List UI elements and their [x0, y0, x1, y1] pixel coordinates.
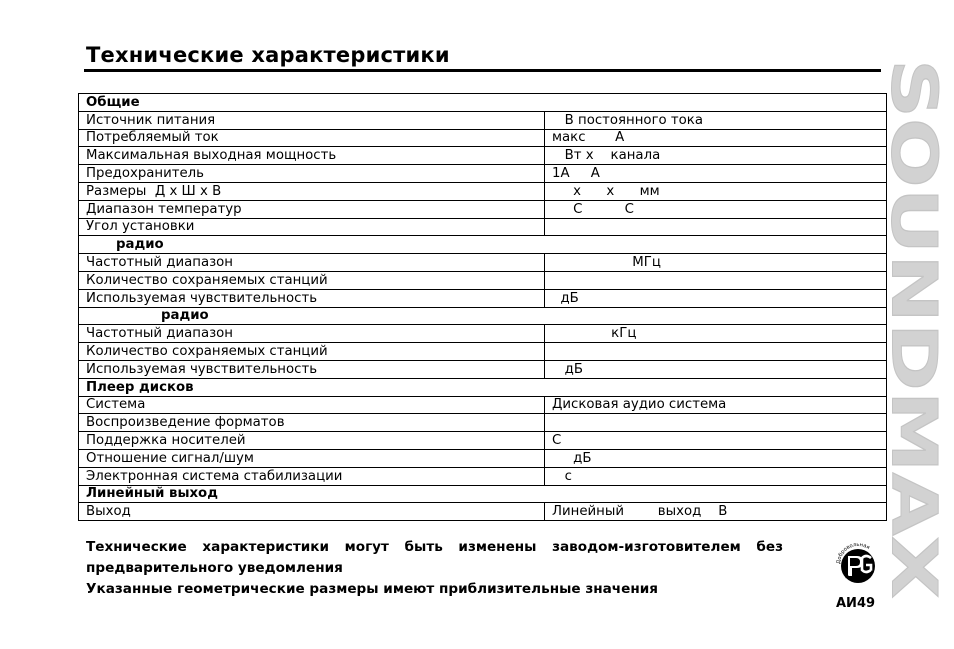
spec-label: Угол установки — [79, 218, 545, 236]
spec-label: Используемая чувствительность — [79, 289, 545, 307]
specifications-table — [78, 93, 887, 521]
table-row — [79, 200, 887, 218]
spec-value: дБ — [545, 289, 887, 307]
spec-value: Дисковая аудио система — [545, 396, 887, 414]
spec-label: Используемая чувствительность — [79, 360, 545, 378]
spec-label: Потребляемый ток — [79, 129, 545, 147]
spec-label: Предохранитель — [79, 165, 545, 183]
table-row — [79, 414, 887, 432]
spec-value: В постоянного тока — [545, 111, 887, 129]
spec-value: С — [545, 432, 887, 450]
note-dimensions: Указанные геометрические размеры имеют приблизительные значения — [86, 581, 658, 597]
table-row — [79, 360, 887, 378]
spec-value — [545, 343, 887, 361]
spec-label: Диапазон температур — [79, 200, 545, 218]
section-title: Линейный выход — [79, 485, 887, 503]
table-row — [79, 325, 887, 343]
spec-label: Максимальная выходная мощность — [79, 147, 545, 165]
spec-value: МГц — [545, 254, 887, 272]
spec-value: Вт х канала — [545, 147, 887, 165]
spec-label: Отношение сигнал/шум — [79, 449, 545, 467]
page-title: Технические характеристики — [86, 43, 450, 67]
section-title: радио — [79, 236, 887, 254]
spec-value: С С — [545, 200, 887, 218]
table-row — [79, 271, 887, 289]
table-row — [79, 147, 887, 165]
spec-value: Линейный выход В — [545, 503, 887, 521]
section-title: радио — [79, 307, 887, 325]
table-row — [79, 218, 887, 236]
brand-logo — [877, 55, 951, 603]
table-row — [79, 289, 887, 307]
table-row — [79, 111, 887, 129]
section-title: Общие — [79, 94, 887, 112]
spec-value: дБ — [545, 360, 887, 378]
table-row — [79, 182, 887, 200]
spec-label: Размеры Д х Ш х В — [79, 182, 545, 200]
svg-text:сертификация: сертификация — [840, 569, 877, 584]
brand-text: SOUNDMAX — [877, 59, 951, 468]
table-section-row — [79, 485, 887, 503]
note-changes: Технические характеристики могут быть изменены заводом-изготовителем без предварительного уведомления — [86, 539, 783, 576]
spec-label: Воспроизведение форматов — [79, 414, 545, 432]
spec-label: Электронная система стабилизации — [79, 467, 545, 485]
table-section-row — [79, 378, 887, 396]
table-row — [79, 432, 887, 450]
table-row — [79, 449, 887, 467]
spec-value: х х мм — [545, 182, 887, 200]
spec-value: макс А — [545, 129, 887, 147]
spec-value — [545, 218, 887, 236]
table-section-row — [79, 307, 887, 325]
spec-label: Частотный диапазон — [79, 254, 545, 272]
spec-label: Система — [79, 396, 545, 414]
spec-label: Частотный диапазон — [79, 325, 545, 343]
section-title: Плеер дисков — [79, 378, 887, 396]
spec-label: Количество сохраняемых станций — [79, 343, 545, 361]
spec-label: Поддержка носителей — [79, 432, 545, 450]
spec-value — [545, 271, 887, 289]
table-row — [79, 503, 887, 521]
table-row — [79, 467, 887, 485]
table-row — [79, 396, 887, 414]
spec-value — [545, 414, 887, 432]
table-row — [79, 254, 887, 272]
svg-text:Добровольная: Добровольная — [835, 541, 871, 565]
spec-label: Выход — [79, 503, 545, 521]
spec-value: кГц — [545, 325, 887, 343]
title-underline — [84, 69, 881, 72]
spec-label: Источник питания — [79, 111, 545, 129]
certification-code: АИ49 — [836, 596, 876, 611]
table-section-row — [79, 94, 887, 112]
table-row — [79, 343, 887, 361]
table-section-row — [79, 236, 887, 254]
spec-value: 1А А — [545, 165, 887, 183]
table-row — [79, 129, 887, 147]
spec-label: Количество сохраняемых станций — [79, 271, 545, 289]
table-row — [79, 165, 887, 183]
spec-value: дБ — [545, 449, 887, 467]
spec-value: с — [545, 467, 887, 485]
